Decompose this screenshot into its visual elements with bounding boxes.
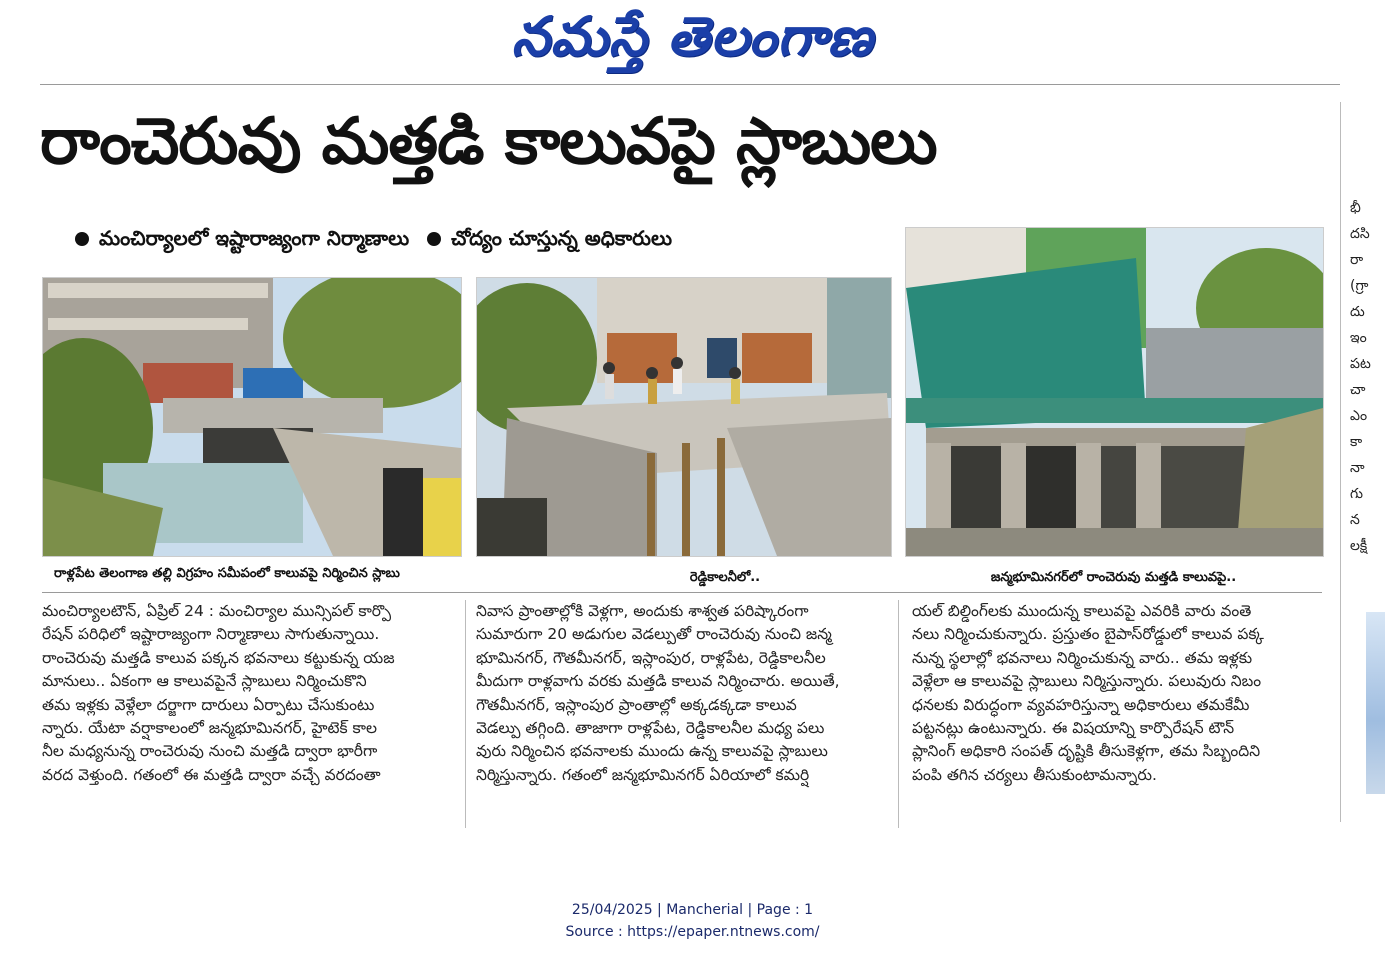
caption-divider bbox=[42, 592, 1322, 593]
article-line: రేషన్ పరిధిలో ఇష్టారాజ్యంగా నిర్మాణాలు సాగుతున్నాయి. bbox=[42, 625, 380, 644]
slab-construction-photo bbox=[476, 277, 892, 557]
article-line: మీదుగా రాళ్లవాగు వరకు మత్తడి కాలువ నిర్మించారు. అయితే, bbox=[476, 672, 840, 691]
article-line: మంచిర్యాలటౌన్, ఏప్రిల్ 24 : మంచిర్యాల మున్సిపల్ కార్పొ bbox=[42, 602, 392, 620]
bullet-icon bbox=[427, 232, 441, 246]
article-line: పట్టనట్లు ఉంటున్నారు. ఈ విషయాన్ని కార్పొరేషన్ టౌన్ bbox=[912, 719, 1235, 738]
article-line: నున్న స్థలాల్లో భవనాలు నిర్మించుకున్న వారు.. తమ ఇళ్లకు bbox=[912, 648, 1253, 667]
article-column-3 bbox=[912, 600, 1322, 832]
article-line: వరద వెళ్తుంది. గతంలో ఈ మత్తడి ద్వారా వచ్చే వరదంతా bbox=[42, 765, 381, 784]
article-column-2 bbox=[476, 600, 890, 832]
canal-bridge-photo bbox=[42, 277, 462, 557]
footer-date-line: 25/04/2025 | Mancherial | Page : 1 bbox=[571, 902, 814, 918]
footer-source-link[interactable]: Source : https://epaper.ntnews.com/ bbox=[565, 924, 820, 940]
article-line: న్నారు. యేటా వర్షాకాలంలో జన్మభూమినగర్, హైటెక్ కాల bbox=[42, 719, 377, 738]
article-line: యల్ బిల్డింగ్‌లకు ముందున్న కాలువపై ఎవరికి వారు వంతె bbox=[912, 602, 1252, 620]
masthead bbox=[0, 4, 1385, 78]
subhead-2: చోద్యం చూస్తున్న అధికారులు bbox=[427, 226, 672, 255]
subhead-1: మంచిర్యాలలో ఇష్టారాజ్యంగా నిర్మాణాలు bbox=[75, 226, 409, 255]
article-line: వెడల్పు తగ్గింది. తాజాగా రాళ్లపేట, రెడ్డికాలనీల మధ్య పలు bbox=[476, 719, 825, 738]
column-divider bbox=[898, 600, 899, 828]
photo-caption-1: రాళ్లపేట తెలంగాణ తల్లి విగ్రహం సమీపంలో కాలువపై నిర్మించిన స్లాబు bbox=[54, 566, 400, 581]
photo-caption-3: జన్మభూమినగర్‌లో రాంచెరువు మత్తడి కాలువపై.. bbox=[990, 570, 1237, 585]
article-line: పంపి తగిన చర్యలు తీసుకుంటామన్నారు. bbox=[912, 765, 1157, 784]
adjacent-photo-fragment bbox=[1366, 612, 1385, 794]
article-column-1 bbox=[42, 600, 452, 832]
headline: రాంచెరువు మత్తడి కాలువపై స్లాబులు bbox=[40, 105, 937, 179]
newspaper-logo: నమస్తే తెలంగాణ bbox=[511, 4, 874, 68]
article-line: భూమినగర్, గౌతమీనగర్, ఇస్లాంపుర, రాళ్లపేట, రెడ్డికాలనీల bbox=[476, 648, 826, 667]
article-line: ధనలకు విరుద్ధంగా వ్యవహరిస్తున్నా అధికారులు తమకేమీ bbox=[912, 695, 1250, 714]
column-divider bbox=[465, 600, 466, 828]
page-right-divider bbox=[1340, 102, 1341, 822]
subheads bbox=[75, 222, 895, 258]
article-line: మానులు.. ఏకంగా ఆ కాలువపైనే స్లాబులు నిర్మించుకొని bbox=[42, 672, 367, 691]
article-line: నలు నిర్మించుకున్నారు. ప్రస్తుతం బైపాస్‌రోడ్డులో కాలువ పక్క bbox=[912, 625, 1264, 644]
article-line: ప్లానింగ్ అధికారి సంపత్ దృష్టికి తీసుకెళ్లగా, తమ సిబ్బందిని bbox=[912, 742, 1261, 761]
top-divider bbox=[40, 84, 1340, 85]
article-line: నిర్మిస్తున్నారు. గతంలో జన్మభూమినగర్ ఏరియాలో కమర్షి bbox=[476, 765, 810, 784]
adjacent-article-fragment: భీ దసి రా (గ్రా దు ఇం పట చా ఎం కా నా గు న లక్షీ bbox=[1350, 200, 1371, 554]
article-line: వురు నిర్మించిన భవనాలకు ముందు ఉన్న కాలువపై స్లాబులు bbox=[476, 742, 828, 761]
article-line: వెళ్లేలా ఆ కాలువపై స్లాబులు నిర్మిస్తున్నారు. పలువురు నిబం bbox=[912, 672, 1262, 691]
covered-canal-photo bbox=[905, 227, 1324, 557]
article-line: రాంచెరువు మత్తడి కాలువ పక్కన భవనాలు కట్టుకున్న యజ bbox=[42, 648, 395, 667]
bullet-icon bbox=[75, 232, 89, 246]
article-line: తమ ఇళ్లకు వెళ్లేలా దర్జాగా దారులు ఏర్పాటు చేసుకుంటు bbox=[42, 695, 375, 714]
article-line: నీల మధ్యనున్న రాంచెరువు నుంచి మత్తడి ద్వారా భారీగా bbox=[42, 742, 378, 761]
photo-caption-2: రెడ్డికాలనీలో.. bbox=[689, 570, 761, 585]
article-line: నివాస ప్రాంతాల్లోకి వెళ్లగా, అందుకు శాశ్వత పరిష్కారంగా bbox=[476, 602, 809, 620]
article-line: సుమారుగా 20 అడుగుల వెడల్పుతో రాంచెరువు నుంచి జన్మ bbox=[476, 625, 832, 644]
article-line: గౌతమీనగర్, ఇస్లాంపుర ప్రాంతాల్లో అక్కడక్కడా కాలువ bbox=[476, 695, 797, 714]
